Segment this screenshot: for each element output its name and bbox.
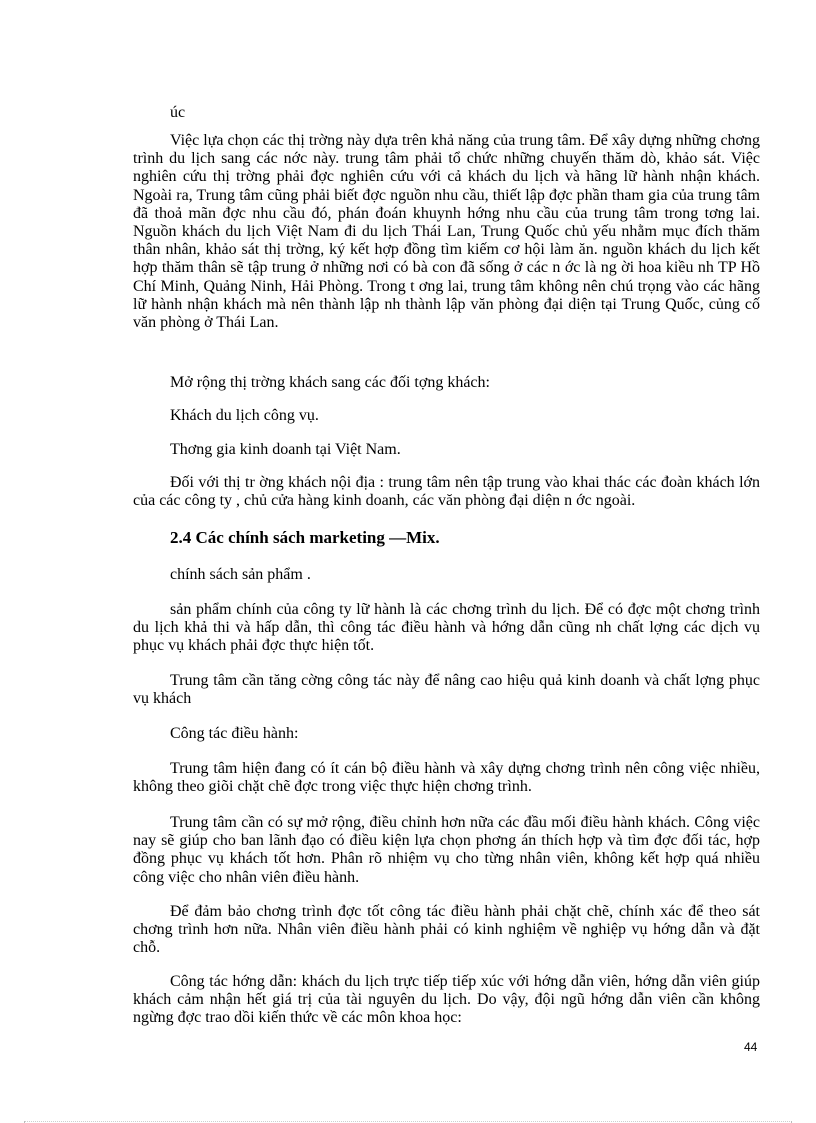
paragraph-staff: Trung tâm hiện đang có ít cán bộ điều hành và xây dựng chơng trình nên công việc nhiều, không theo giõi chặt chẽ đợc trong việc thực hiện chơng trình. xyxy=(133,760,760,796)
text-line-product-policy: chính sách sản phẩm . xyxy=(170,566,311,583)
text-line-operations: Công tác điều hành: xyxy=(170,725,299,742)
paragraph-guide-work: Công tác hớng dẫn: khách du lịch trực tiếp tiếp xúc với hớng dẫn viên, hớng dẫn viên giúp khách cảm nhận hết giá trị của tài nguyên du lịch. Do vậy, đội ngũ hớng dẫn viên cần không ngừng đợc trao dồi kiến thức về các môn khoa học: xyxy=(133,973,760,1027)
paragraph-expand-operations: Trung tâm cần có sự mở rộng, điều chỉnh hơn nữa các đầu mối điều hành khách. Công việc nay sẽ giúp cho ban lãnh đạo có điều kiện lựa chọn phơng án thích hợp và tìm đợc đối tác, hợp đồng phục vụ khách tốt hơn. Phân rõ nhiệm vụ cho từng nhân viên, không kết hợp quá nhiều công việc cho nhân viên điều hành. xyxy=(133,814,760,886)
paragraph-ensure-program: Để đảm bảo chơng trình đợc tốt công tác điều hành phải chặt chẽ, chính xác để theo sát chơng trình hơn nữa. Nhân viên điều hành phải có kinh nghiệm về nghiệp vụ hớng dẫn và đặt chỗ. xyxy=(133,903,760,957)
text-fragment: úc xyxy=(170,104,186,121)
paragraph-market-selection: Việc lựa chọn các thị trờng này dựa trên khả năng của trung tâm. Để xây dựng những chơng trình du lịch sang các nớc này. trung tâm phải tổ chức những chuyến thăm dò, khảo sát. Việc nghiên cứu thị trờng phải đợc nghiên cứu với cả khách du lịch và hãng lữ hành nhận khách. Ngoài ra, Trung tâm cũng phải biết đợc nguồn nhu cầu, thiết lập đợc phần tham gia của trung tâm đã thoả mãn đợc nhu cầu đó, phán đoán khuynh hớng nhu cầu của trung tâm trong tơng lai. Nguồn khách du lịch Việt Nam đi du lịch Thái Lan, Trung Quốc chủ yếu nhằm mục đích thăm thân nhân, khảo sát thị trờng, ký kết hợp đồng tìm kiếm cơ hội làm ăn. nguồn khách du lịch kết hợp thăm thân sẽ tập trung ở những nơi có bà con đã sống ở các n ớc là ng ời hoa kiều nh TP Hồ Chí Minh, Quảng Ninh, Hải Phòng. Trong t ơng lai, trung tâm không nên chú trọng vào các hãng lữ hành nhận khách mà nên thành lập nh thành lập văn phòng đại diện tại Trung Quốc, củng cố văn phòng ở Thái Lan. xyxy=(133,132,760,332)
paragraph-main-product: sản phẩm chính của công ty lữ hành là các chơng trình du lịch. Để có đợc một chơng trình du lịch khả thi và hấp dẫn, thì công tác điều hành và hớng dẫn cũng nh chất lợng các dịch vụ phục vụ khách phải đợc thực hiện tốt. xyxy=(133,601,760,655)
page-number: 44 xyxy=(744,1040,758,1054)
text-line-expand-market: Mở rộng thị trờng khách sang các đối tợng khách: xyxy=(170,374,490,391)
paragraph-strengthen: Trung tâm cần tăng cờng công tác này để nâng cao hiệu quả kinh doanh và chất lợng phục vụ khách xyxy=(133,672,760,708)
text-line-traders: Thơng gia kinh doanh tại Việt Nam. xyxy=(170,441,401,458)
text-line-business-travel: Khách du lịch công vụ. xyxy=(170,407,319,424)
section-heading: 2.4 Các chính sách marketing —Mix. xyxy=(170,528,440,547)
paragraph-domestic-market: Đối với thị tr ờng khách nội địa : trung tâm nên tập trung vào khai thác các đoàn khách lớn của các công ty , chủ cửa hàng kinh doanh, các văn phòng đại diện n ớc ngoài. xyxy=(133,474,760,510)
page-bottom-divider xyxy=(24,1121,792,1122)
